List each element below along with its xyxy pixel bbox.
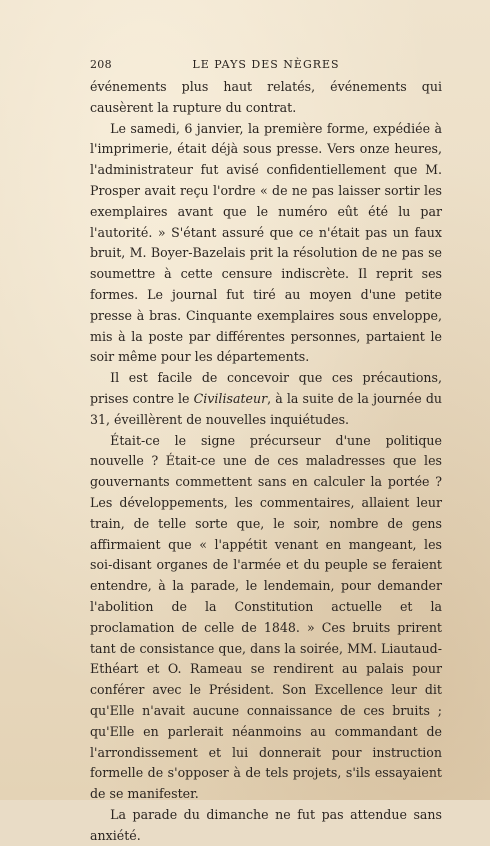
paragraph-text: , à la suite de la journée du 31, éveillèrent de nouvelles inquiétudes. (90, 390, 442, 427)
running-head (90, 58, 442, 74)
page-number: 208 (90, 58, 112, 71)
paragraph-continuation: événements plus haut relatés, événements qui causèrent la rupture du contrat. (90, 79, 442, 115)
paragraph-censorship: Le samedi, 6 janvier, la première forme, expédiée à l'imprimerie, était déjà sous presse. Vers onze heures, l'administrateur fut avisé confidentiellement que M. Prosper avait reçu l'ordre « de ne pas laisser sortir les exemplaires avant que le numéro eût été lu par l'autorité. » S'étant assuré que ce n'était pas un faux bruit, M. Boyer-Bazelais prit la résolution de ne pas se soumettre à cette censure indiscrète. Il reprit ses formes. Le journal fut tiré au moyen d'une petite presse à bras. Cinquante exemplaires sous enveloppe, mis à la poste par différentes personnes, partaient le soir même pour les départements. (90, 120, 442, 365)
paragraph-rumours: Était-ce le signe précurseur d'une politique nouvelle ? Était-ce une de ces maladresses que les gouvernants commettent sans en calculer la portée ? Les développements, les commentaires, allaient leur train, de telle sorte que, le soir, nombre de gens affirmaient que « l'appétit venant en mangeant, les soi-disant organes de l'armée et du peuple se feraient entendre, à la parade, le lendemain, pour demander l'abolition de la Constitution actuelle et la proclamation de celle de 1848. » Ces bruits prirent tant de consistance que, dans la soirée, MM. Liautaud-Ethéart et O. Rameau se rendirent au palais pour conférer avec le Président. Son Excellence leur dit qu'Elle n'avait aucune connaissance de ces bruits ; qu'Elle en parlerait néanmoins au commandant de l'arrondissement et lui donnerait pour instruction formelle de s'opposer à de tels projets, s'ils essayaient de se manifester. (90, 432, 442, 802)
paragraph-parade: La parade du dimanche ne fut pas attendue sans anxiété. (90, 806, 442, 843)
paragraph-text: Il est facile de concevoir que ces précautions, prises contre le (90, 370, 442, 406)
newspaper-title: Civilisateur (193, 390, 268, 406)
paragraph-precautions (90, 368, 442, 430)
body-text (90, 77, 442, 846)
running-title: LE PAYS DES NÈGRES (192, 58, 340, 71)
